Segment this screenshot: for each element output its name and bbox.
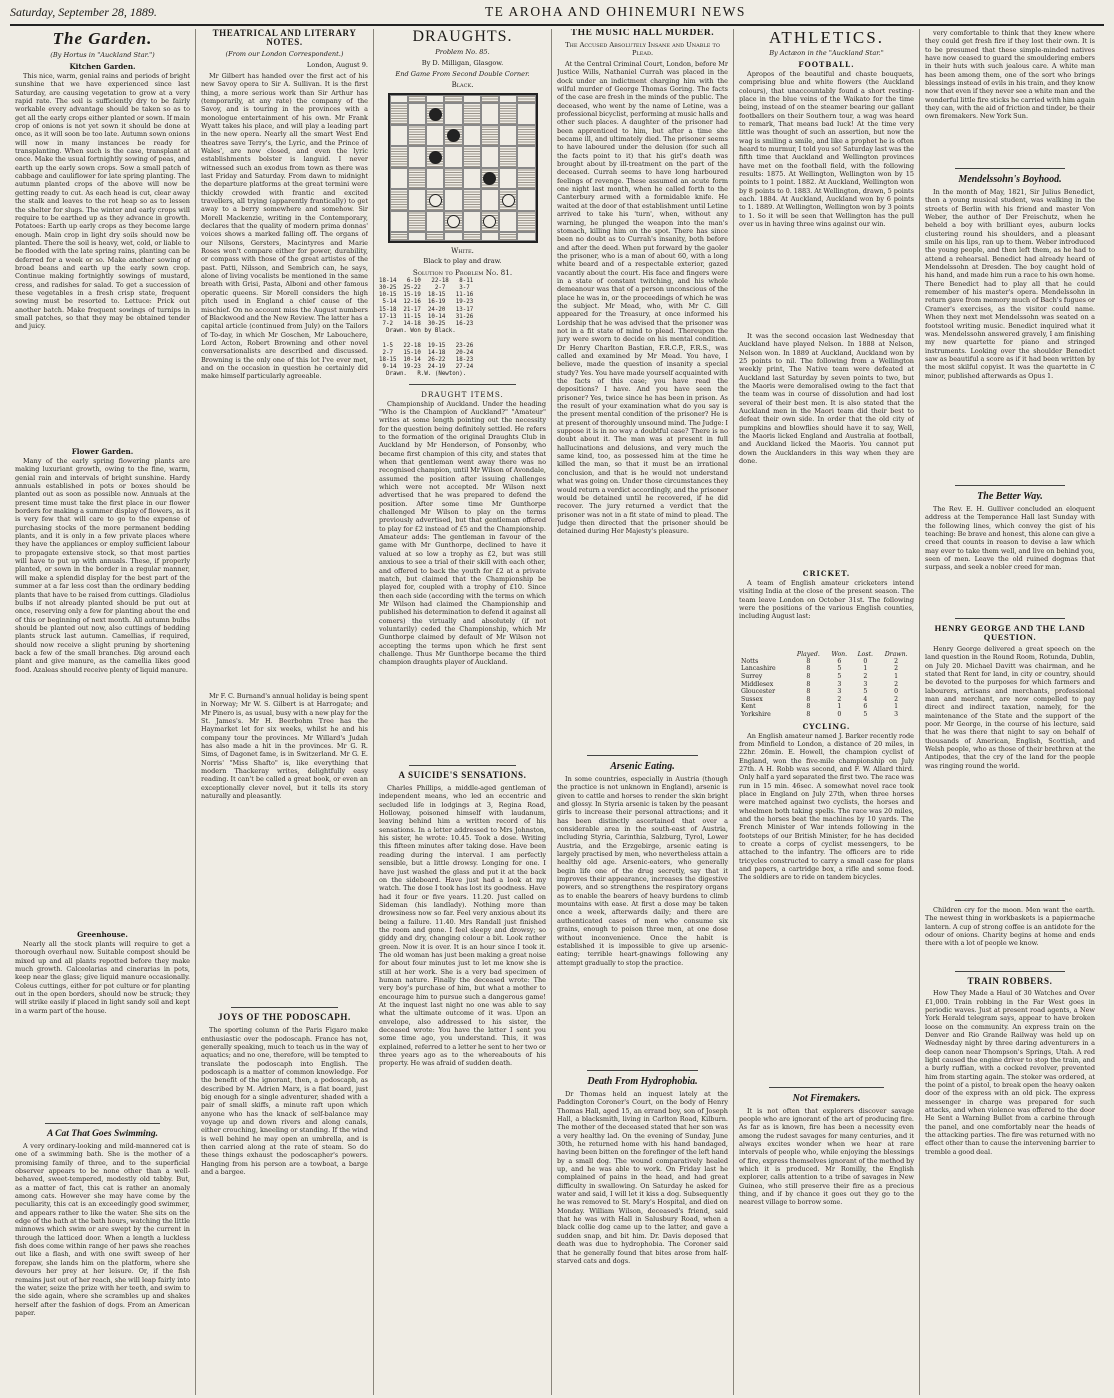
theatrical-dateline: London, August 9. — [306, 60, 368, 69]
music-hall-subhead: The Accused Absolutely Insane and Unable to Plead. — [565, 40, 720, 57]
flower-garden-text: Many of the early spring flowering plants are making luxuriant growth, owing to the fine, warm, genial rain and intervals of bright sunshine. Hardy annuals established in pots or boxes should be planted out as soon as possible now. Annuals at the present time must take the first place in our flower borders for making a summer display of flowers, as it is very few that will care to go to the expense of purchasing stocks of the more permanent bedding plants, and it is only in a few private places where they have the appliances or employ sufficient labour to propagate extensive stock, so that most parties will have to put up with annuals. These, if properly planted, or sown in the border in a regular manner, will make a splendid display for the best part of the summer at a far less cost than the ordinary bedding plants that have to be raised from cuttings. Gladiolus bulbs if not already planted should be put out at once, reserving only a few for planting about the end of this or beginning of next month. All autumn bulbs should be planted out now, also cuttings of bedding plants struck last autumn. Camellias, if required, should now receive a slight pruning by shortening back a few of the small branches. Dig around each plant and give manure, as the camellia likes good food. Azaleas should receive plenty of liquid manure. — [15, 457, 190, 674]
board-square — [426, 125, 444, 147]
football-text: Apropos of the beautiful and chaste bouquets, comprising blue and white flowers (the Auckland colours), that unaccountably found a short resting-place in the blue veins of the Waikato for the time being, instead of on the steamer bearing our gallant footballers on their Southern tour, a wag was heard to remark, That means bad luck! At the time very little was thought of such an assertion, but now the wag is smiling a smile, and like a prophet he is often heard to murmur, I told you so! Saturday last was the fifth time that Auckland and Wellington provinces have met on the football field, with the following results: 1875. At Wellington, Wellington won by 15 points to 1 point. 1882. At Auckland, Wellington won by 8 points to 0. 1883. At Wellington, drawn, 5 points each. 1884. At Auckland, Auckland won by 6 points to 1. 1889. At Wellington, Wellington won by 3 points to 1. So it will be seen that Wellington has the pull over us in having three wins against our win. — [739, 69, 914, 229]
newspaper-title: TE AROHA AND OHINEMURI NEWS — [484, 4, 746, 19]
henry-george-text: Henry George delivered a great speech on the land question in the Round Room, Rotunda, Dublin, on July 20. Michael Davitt was chairman, and he stated that Rent for land, in city or country, should be devoted to the purposes for which farmers and labourers, artisans and merchants, professional man and merchant, are now compelled to pay direct and indirect taxation, namely, for the maintenance of the State and the support of the poor. Mr George, in the course of his lecture, said that he was there that night to say on behalf of thousands of American, English, Scottish, and Welsh people, who as those of their brethren at the Antipodes, that the cry of the land for the people was ringing round the world. — [925, 644, 1095, 770]
cat-headline: A Cat That Goes Swimming. — [46, 1129, 159, 1139]
board-square — [444, 189, 462, 211]
board-square — [426, 168, 444, 190]
cricket-cell: Kent — [741, 703, 756, 711]
henry-george-headline: HENRY GEORGE AND THE LAND QUESTION. — [934, 623, 1086, 642]
board-square — [499, 103, 517, 125]
column-3 — [374, 29, 552, 1395]
board-square — [463, 146, 481, 168]
white-piece — [447, 215, 460, 228]
masthead — [10, 4, 1104, 26]
cricket-cell: 2 — [894, 657, 899, 665]
cricket-cell: 1 — [894, 703, 899, 711]
music-hall-headline: THE MUSIC HALL MURDER. — [570, 29, 715, 38]
cricket-cell: 6 — [837, 657, 842, 665]
board-square — [390, 168, 408, 190]
divider — [955, 485, 1065, 486]
cricket-cell: 3 — [863, 680, 868, 688]
cricket-cell: 8 — [806, 703, 811, 711]
cricket-text: A team of English amateur cricketers intend visiting India at the close of the present season. The team leave London on October 31st. The following were the positions of the various English counties, including August last: — [739, 578, 914, 621]
board-square — [499, 211, 517, 233]
cricket-cell: Yorkshire — [741, 711, 771, 718]
black-side-label: Black. — [451, 80, 474, 89]
cricket-cell: 3 — [837, 680, 842, 688]
board-square — [517, 146, 535, 168]
board-square — [499, 146, 517, 168]
cricket-table-row — [739, 681, 914, 689]
draughts-board — [388, 93, 538, 243]
board-square — [481, 232, 499, 241]
flower-garden-subhead: Flower Garden. — [71, 447, 134, 456]
board-square — [481, 95, 499, 104]
board-square — [481, 125, 499, 147]
draughts-problem-number: Problem No. 85. — [435, 47, 490, 56]
cricket-cell: 3 — [894, 711, 899, 718]
divider — [769, 1087, 884, 1088]
board-square — [408, 211, 426, 233]
cricket-cell: 8 — [806, 695, 811, 703]
divider — [587, 755, 698, 756]
board-square — [444, 232, 462, 241]
cricket-subhead: CRICKET. — [802, 568, 851, 578]
board-square — [517, 103, 535, 125]
cricket-column-header: Drawn. — [884, 650, 908, 658]
cricket-cell: Surrey — [741, 673, 763, 681]
mendelssohn-headline: Mendelssohn's Boyhood. — [958, 174, 1062, 185]
board-square — [463, 232, 481, 241]
board-square — [444, 95, 462, 104]
board-square — [444, 168, 462, 190]
cricket-table-row — [739, 658, 914, 666]
cricket-cell: 4 — [863, 695, 868, 703]
cricket-cell: Lancashire — [741, 665, 776, 673]
theatrical-text-2: Mr F. C. Burnand's annual holiday is being spent in Norway; Mr W. S. Gilbert is at Harrogate; and Mr Pinero is, as usual, busy with a new play for the St. James's. Mr H. Beerbohm Tree has the Haymarket let for six weeks, whilst he and his company tour the provinces. Mr Willard's Judah has also made a hit in the provinces. Mr G. R. Sims, of Dagonet fame, is in Switzerland. Mr G. E. Norris' "Miss Shafto" is, like everything that modern Thackeray writes, delightfully easy reading. It can't be called a great book, or even an exceptionally clever novel, but it tells its story naturally and pleasantly. — [201, 691, 368, 800]
board-square — [463, 103, 481, 125]
board-square — [408, 103, 426, 125]
white-piece — [483, 215, 496, 228]
draughts-author: By D. Milligan, Glasgow. — [421, 58, 504, 67]
cricket-cell: Sussex — [741, 695, 763, 703]
column-5 — [734, 29, 920, 1395]
board-square — [390, 189, 408, 211]
board-square — [463, 95, 481, 104]
cricket-cell: Middlesex — [741, 680, 774, 688]
divider — [955, 900, 1065, 901]
cricket-cell: 8 — [806, 688, 811, 696]
board-square — [481, 168, 499, 190]
board-square — [444, 211, 462, 233]
cricket-table-row — [739, 688, 914, 696]
board-square — [390, 125, 408, 147]
cricket-cell: 1 — [863, 665, 868, 673]
black-piece — [429, 108, 442, 121]
board-square — [517, 95, 535, 104]
podoscaph-headline: JOYS OF THE PODOSCAPH. — [218, 1011, 351, 1022]
cricket-cell: 3 — [837, 688, 842, 696]
board-square — [408, 189, 426, 211]
board-square — [463, 125, 481, 147]
theatrical-headline: THEATRICAL AND LITERARY NOTES. — [212, 29, 357, 48]
board-square — [481, 211, 499, 233]
train-robbers-headline: TRAIN ROBBERS. — [967, 975, 1053, 986]
board-square — [517, 189, 535, 211]
cricket-cell: 5 — [863, 711, 868, 718]
cricket-column-header — [739, 651, 790, 658]
column-4 — [552, 29, 734, 1395]
better-way-headline: The Better Way. — [977, 491, 1043, 502]
divider — [955, 971, 1065, 972]
cricket-cell: 2 — [894, 695, 899, 703]
board-square — [444, 146, 462, 168]
cricket-cell: 8 — [806, 665, 811, 673]
cricket-cell: 8 — [806, 657, 811, 665]
cricket-cell: 1 — [894, 673, 899, 681]
greenhouse-text: Nearly all the stock plants will require to get a thorough overhaul now. Suitable compost should be mixed up and all plants repotted before they make much growth. Calceolarias and cinerarias in pots, keep near the glass; give liquid manure occasionally. Coleus cuttings, either for pot culture or for planting out in the open borders, should now be struck; they will strike easily if placed in light sandy soil and kept in a warm part of the house. — [15, 940, 190, 1015]
cricket-cell: 2 — [837, 695, 842, 703]
hydrophobia-headline: Death From Hydrophobia. — [587, 1075, 698, 1087]
cricket-cell: 5 — [837, 673, 842, 681]
hydrophobia-text: Dr Thomas held an inquest lately at the Paddington Coroner's Court, on the body of Henry Thomas Hall, aged 15, an errand boy, son of Joseph Hall, a blacksmith, living in Carlton Road, Kilburn. The mother of the deceased stated that her son was a very healthy lad. On the evening of Sunday, June 30th, he returned home with his hand bandaged, having been bitten on the forefinger of the left hand by a small dog. The wound comparatively healed up, and he was able to work. On Friday last he complained of pains in the head, and had great difficulty in swallowing. On Saturday he asked for water and said, I will let it kiss a dog. Subsequently he was removed to St. Mary's Hospital, and died on Monday. William Wilson, deceased's friend, said that he was with Hall in Salusbury Road, when a black collie dog came up to the latter, and gave a sudden snap, and bit him. Dr. Davis deposed that death was due to hydrophobia. The Coroner said that he generally found that bites arose from half-starved cats and dogs. — [557, 1089, 728, 1265]
white-piece — [429, 194, 442, 207]
athletics-byline: By Actæon in the "Auckland Star." — [769, 48, 884, 57]
cricket-table — [739, 651, 914, 719]
cricket-cell: 2 — [894, 680, 899, 688]
board-square — [390, 95, 408, 104]
suicide-headline: A SUICIDE'S SENSATIONS. — [398, 769, 527, 780]
cricket-cell: 5 — [837, 665, 842, 673]
greenhouse-subhead: Greenhouse. — [77, 930, 128, 939]
board-square — [426, 146, 444, 168]
black-piece — [429, 151, 442, 164]
divider — [409, 384, 516, 385]
cricket-cell: 1 — [837, 703, 842, 711]
cricket-cell: 6 — [863, 703, 868, 711]
board-square — [408, 125, 426, 147]
board-square — [517, 125, 535, 147]
draughts-headline: DRAUGHTS. — [412, 29, 513, 45]
cricket-table-row — [739, 711, 914, 719]
board-square — [444, 103, 462, 125]
board-square — [463, 211, 481, 233]
board-square — [481, 189, 499, 211]
board-square — [390, 146, 408, 168]
podoscaph-text: The sporting column of the Paris Figaro make enthusiastic over the podoscaph. France has not, generally speaking, much to teach us in the way of aquatics; and no one, therefore, will be tempted to translate the podoscaph into English. The podoscaph is a matter of common knowledge. For the benefit of the ignorant, then, a podoscaph, as described by M. Adrien Marx, is a flat board, just big enough for a single adventurer, shaded with a pair of small skiffs, a minute raft upon which anyone who has the knack of self-balance may voyage up and down rivers and along canals, either crouching, kneeling or standing. If the wind is well behind he may open an umbrella, and is then carried along at the rate of steam. So do these things exhaust the podoscapher's powers. Hanging from his person are a towboat, a barge and a bargee. — [201, 1026, 368, 1177]
board-square — [499, 232, 517, 241]
board-square — [481, 103, 499, 125]
issue-date: Saturday, September 28, 1889. — [10, 5, 157, 19]
board-square — [426, 211, 444, 233]
garden-headline: The Garden. — [52, 29, 153, 48]
kitchen-garden-text: This nice, warm, genial rains and periods of bright sunshine that we have experienced since last Saturday, are causing vegetation to grow at a very rapid rate. The soil is sufficiently dry to be fairly workable every advantage should be taken so as to get all the early crops either planted or sown. If main crop of onions is not yet sown it should be done at once, as it will soon be too late. Autumn sown onions will now in many instances be ready for transplanting. When such is the case, transplant at once. Make the usual fortnightly sowing of peas, and earth up the early sown crops. Sow a small patch of cabbage and cauliflower for late spring planting. The autumn planted crops of the above will now be getting ready to cut. As each head is cut, clear away the stalk and leaves to the rot heap so as to lessen the shelter for slugs. The winter and early crops will require to be earthed up as they advance in growth. Potatoes: Earth up early crops as they become large enough. Main crop in light dry soils should now be planted. There the soil is heavy, wet, cold, or liable to be flooded with the late spring rains, planting can be deferred for a week or so. Make another sowing of broad beans and earth up the early sown crop. Continue making fortnightly sowings of mustard, cress, and radishes for salad. To get a succession of these vegetables in a fresh crisp state, frequent sowing must be resorted to. Lettuce: Prick out another batch. Make frequent sowings of turnips in small patches, so that they may be obtained tender and juicy. — [15, 72, 190, 331]
cricket-table-row — [739, 665, 914, 673]
cricket-cell: 0 — [894, 688, 899, 696]
board-square — [426, 232, 444, 241]
white-side-label: White. — [451, 246, 474, 255]
white-piece — [502, 194, 515, 207]
cricket-cell: 5 — [863, 688, 868, 696]
cycling-text: An English amateur named J. Barker recently rode from Minfield to London, a distance of 20 miles, in 22hr. 26min. E. Howell, the champion cyclist of England, won the five-mile championship on July 27th. A H. Robb was second, and F. W. Allard third. Only half a yard separated the first two. The race was run in 15 min. 46sec. A somewhat novel race took place in England on July 27th, when three horses were matched against two cyclists, the horses and wheelmen both taking spells. The race was 20 miles, and the horses beat the machines by 10 yards. The French Minister of War intends following in the footsteps of our British Minister, for he has decided to create a corps of cyclist messengers, to be attached to the infantry. The officers are to ride tricycles constructed to carry a small case for plans and papers, a cartridge box, a rifle and some food. The soldiers are to ride on tandem bicycles. — [739, 731, 914, 882]
cricket-cell: 0 — [863, 657, 868, 665]
board-square — [463, 189, 481, 211]
cricket-table-row — [739, 703, 914, 711]
black-piece — [483, 172, 496, 185]
cricket-cell: 8 — [806, 673, 811, 681]
solution-title: Solution to Problem No. 81. — [412, 267, 513, 277]
column-6 — [920, 29, 1100, 1395]
paragraphs-text: Children cry for the moon. Men want the earth. The newest thing in workbaskets is a papiermache lantern. A cup of strong coffee is an antidote for the odour of onions. Charity begins at home and ends there with a lot of people we know. — [925, 905, 1095, 948]
cricket-cell: Notts — [741, 657, 759, 665]
column-grid — [10, 29, 1104, 1395]
board-square — [499, 95, 517, 104]
board-square — [408, 146, 426, 168]
arsenic-text: In some countries, especially in Austria (though the practice is not unknown in England), arsenic is given to cattle and horses to render the skin bright and glossy. In Styria arsenic is taken by the peasant girls to increase their personal attractions; and it has been distinctly ascertained that over a considerable area in the south-east of Austria, including Styria, Carinthia, Salzburg, Tyrol, Lower Austria, and the Erzgebirge, arsenic eating is largely practised by men, who nevertheless attain a healthy old age. Arsenic-eaters, who generally begin life one of the drug secretly, say that it improves their appearance, increases the digestive powers, and so strengthens the respiratory organs as to enable the bearers of heavy burdens to climb mountains with ease. At first a dose may be taken once a week, afterwards daily; and there are authenticated cases of men who consume six grains, enough to poison three men, at one dose without inconvenience. Once the habit is established it is impossible to give up arsenic-eating; terrible heart-gnawings following any attempt gradually to stop the practice. — [557, 774, 728, 967]
football-text-2: It was the second occasion last Wednesday that Auckland have played Nelson. In 1888 at Nelson, Nelson won. In 1889 at Auckland, Auckland won by 25 points to nil. The following from a Wellington weekly print, The Native team were defeated at Auckland last Saturday by seven points to two, but the Maoris were demoralised owing to the fact that the team was in course of dissolution and had lost several of their best men. It is also stated that the Auckland men in the Maori team did their best to defeat their own side. In order that the old city of pumpkins and blowflies should have it to say, Well, the Maoris licked England and Australia at football, and Auckland licked the Maoris. You cannot put down the Aucklanders in this way when they are done. — [739, 331, 914, 465]
cricket-column-header: Lost. — [857, 650, 874, 658]
board-square — [499, 125, 517, 147]
cricket-cell: Gloucester — [741, 688, 776, 696]
board-square — [408, 168, 426, 190]
board-square — [426, 103, 444, 125]
board-square — [390, 103, 408, 125]
cricket-cell: 2 — [894, 665, 899, 673]
divider — [955, 168, 1065, 169]
draughts-problem-subtitle: End Game From Second Double Corner. — [395, 69, 530, 78]
firemakers-headline: Not Firemakers. — [792, 1092, 861, 1104]
column-2 — [196, 29, 374, 1395]
board-square — [481, 146, 499, 168]
music-hall-text: At the Central Criminal Court, London, before Mr Justice Wills, Nathaniel Currah was placed in the dock under an indictment charging him with the wilful murder of George Thomas Goring. The facts of the case are fresh in the minds of the public. The deceased, who went by the name of Letine, was a professional bicyclist, performing at music halls and other such places. A daughter of the prisoner had been apprenticed to him, but after a time she became ill, and ultimately died. The prisoner seems to have laboured under the delusion (for such all the facts point to it) that his girl's death was brought about by ill-treatment on the part of the deceased. Currah seems to have long harboured feelings of revenge. These assumed an acute form one night last month, when he called forth to the Canterbury armed with a formidable knife. He waited at the door of that establishment until Letine arrived to take his 'turn', when, without any warning, he plunged the weapon into the man's stomach, killing him on the spot. There has since been no doubt as to Currah's insanity, both before and after the deed. When put forward by the gaoler the prisoner, who is a man of about 60, with a long white beard and of a respectable exterior, gazed vacantly about the court. His face and fingers were in a state of constant twitching, and his whole demeanour was that of a person unconscious of the place he was in, or the proceedings of which he was the subject. Mr Mead, who, with Mr C. Gill appeared for the Treasury, at once informed his Lordship that he was advised that the prisoner was not in a fit state of mind to plead. Thereupon the jury were sworn to decide on his mental condition. Dr Henry Charlton Bastian, F.R.C.P., F.R.S., was called and examined by Mr Mead. You have, I believe, made the question of insanity a special study? Yes. You have made yourself acquainted with the facts of this case; you have read the depositions? I have. And you have seen the prisoner? Yes, twice since he has been in prison. As the result of your examination what do you say is the present mental condition of the prisoner? He is at present of thoroughly unsound mind. The Judge: I suppose it is in no way a doubtful case? There is no doubt about it. The man was at present in full hallucinations and delusions, and very much the same kind, too, as possessed him at the time he killed the man, so that it must be an irrational conclusion, and that is he would not understand what was going on. Under those circumstances they would return a verdict accordingly, and the prisoner would be detained until he recovered, if he did recover. The jury returned a verdict that the prisoner was not in a fit state of mind to plead. The Judge then directed that the prisoner should be detained during Her Majesty's pleasure. — [557, 59, 728, 536]
board-square — [517, 211, 535, 233]
board-square — [390, 232, 408, 241]
divider — [45, 1123, 160, 1124]
mendelssohn-text: In the month of May, 1821, Sir Julius Benedict, then a young musical student, was walking in the streets of Berlin with his friend and master Von Weber, the author of Der Freischutz, when he beheld a boy with brilliant eyes, auburn locks clustering round his shoulders, and a pleasant smile on his lips, ran up to them. Weber introduced the young people, and then left them, as he had to attend a rehearsal. Benedict had already heard of Mendelssohn at Dresden. The boy caught hold of his hand, and made him run a race to his own home. There Benedict had to play all that he could remember of his master's opera. Mendelssohn in return gave from memory much of Bach's fugues or Cramer's exercises, as the visitor could name. When they next met Mendelssohn was seated on a footstool writing music. Benedict inquired what it was. Mendelssohn answered gravely, I am finishing my new quartette for piano and stringed instruments. Looking over the shoulder Benedict saw as beautiful a score as if it had been written by the most skilful copyist. It was the quartette in C minor, published afterwards as Opus 1. — [925, 188, 1095, 380]
cricket-cell: 8 — [806, 680, 811, 688]
theatrical-byline: (From our London Correspondent.) — [225, 49, 344, 58]
divider — [587, 1070, 698, 1071]
cricket-column-header: Played. — [796, 650, 820, 658]
firemakers-text: It is not often that explorers discover savage people who are ignorant of the art of producing fire. As far as is known, fire has been a necessity even among the rudest savages for many centuries, and it always excites wonder when we hear at rare intervals of people who, while enjoying the blessings of fire, express themselves ignorant of the method by which it is produced. Mr Romilly, the English explorer, calls attention to a tribe of savages in New Guinea, who still preserve their fire as a precious thing, and if by chance it goes out they go to the nearest village to borrow some. — [739, 1106, 914, 1207]
theatrical-text: Mr Gilbert has handed over the first act of his new Savoy opera to Sir A. Sullivan. It is the first thing, a more serious work than Sir Arthur has (temporarily, at any rate) the company of the Savoy, and is touring in the provinces with a monologue entertainment of his own. Mr Frank Wyatt takes his place, and will play a leading part in the new opera. Nearly all the smart West End theatres save Terry's, the Lyric, and the Prince of Wales', are now closed, and even the lyric establishments bolster is languid. I never witnessed such an exodus from town as there was last Friday and Saturday. From dawn to midnight the departure platforms at the great termini were thickly crowded with frantic and excited travellers, all trying (apparently frantically) to get away to a berry somewhere and somehow. Sir Morell Mackenzie, writing in the Contemporary, declares that the quality of modern prima donnas' voices shows a marked falling off. The organs of our Nilsons, Gersters, Macintyres and Marie Roses won't compare either for power, durability, or compass with those of the great artistes of the past. Patti, Nilsson, and Sembrich can, he says, alone of living vocalists be mentioned in the same breath with Grisi, Pasta, Alboni and other famous operatic queens. Sir Morell considers the high pitch used in England a chief cause of the mischief. On no account miss the August numbers of Blackwood and the New Review. The latter has a capital article (continued from July) on the Tailors of To-day, in which Mr Goschen, Mr Labouchere, Lord Acton, Robert Browning and other novel conversationalists are described and discussed. Browning is the only one of this lot I've ever met, and on the occasion in question he certainly did make himself particularly agreeable. — [201, 71, 368, 381]
train-robbers-text: How They Made a Haul of 30 Watches and Over £1,000. Train robbing in the Far West goes in periodic waves. Just at present road agents, a New York Herald telegram says, appear to have broken loose on the community. An express train on the Denver and Rio Grande Railway was held up on Wednesday night by three daring adventurers in a deep canon near Thompson's Springs, Utah. A red light caused the engine driver to stop the train, and a burly ruffian, with a cocked revolver, prevented him from starting again. The stoker was ordered, at the point of a pistol, to break open the heavy oaken door of the express with an old pick. The express messenger in charge was prepared for such attacks, and when violence was offered to the door He Sent a Warning Bullet from a carbine through the panel, and one comfortably near the heads of the attacking parties. The fire was returned with no effect other than to cause the intervening barrier to tremble a good deal. — [925, 989, 1095, 1156]
divider — [231, 1007, 338, 1008]
board-square — [408, 232, 426, 241]
board-square — [517, 232, 535, 241]
draught-items-text: Championship of Auckland. Under the heading "Who is the Champion of Auckland?" "Amateur" writes at some length pointing out the necessity for the question being definitely settled. He refers to the formation of the original Draughts Club in Auckland by Mr Henderson, of Ponsonby, who became first champion of this city, and states that when that gentleman went away there was no recognised champion, until Mr Wilson of Avondale, assumed the position after issuing challenges which were not accepted. Mr Wilson next advertised that he was prepared to defend the position. After some time Mr Gunthorpe challenged Mr Wilson to play on the terms previously advertised, but that gentleman offered to play for £2 instead of £5 and the Championship. Amateur adds: The gentleman in favour of the game with Mr Gunthorpe, declined to have it valued at so low a trophy as £2, but was still anxious to see a trial of their skill with each other, and offered to back the youth for £2 at a private match, but claimed that the Championship be played for, coupled with a trophy of £10. Since then each side (according with the terms on which Mr Wilson had claimed the Championship and published his determination to defend it against all comers) the virtually and absolutely (if not voluntarily) ceded the Championship, which Mr Gunthorpe claimed by default of Mr Wilson not accepting the terms upon which he first sent challenge. Thus Mr Gunthorpe became the third champion draughts player of Auckland. — [379, 399, 546, 667]
board-square — [463, 168, 481, 190]
arsenic-headline: Arsenic Eating. — [610, 760, 675, 772]
column-1 — [10, 29, 196, 1395]
cricket-cell: 8 — [806, 711, 811, 718]
cricket-column-header: Won. — [831, 650, 848, 658]
black-piece — [447, 129, 460, 142]
divider — [955, 618, 1065, 619]
cricket-table-row — [739, 673, 914, 681]
board-square — [426, 189, 444, 211]
cricket-cell: 0 — [837, 711, 842, 718]
cricket-table-row — [739, 696, 914, 704]
board-square — [444, 125, 462, 147]
board-square — [499, 168, 517, 190]
firemakers-continued-text: very comfortable to think that they knew where they could get fresh fire if they lost their own. It is to be presumed that these simple-minded natives have now ceased to guard the smouldering embers in their huts with such jealous care. A white man has been among them, one of the sort who brings blessings instead of evils in his train, and they know now that even if they never see a white man and the wonderful little fire sticks he carried with him again they can, with the aid of friction and tinder, be their own firemakers. New York Sun. — [925, 29, 1095, 121]
draught-items-subhead: DRAUGHT ITEMS. — [421, 389, 504, 399]
cricket-cell: 2 — [863, 673, 868, 681]
garden-byline: (By Hortus in "Auckland Star.") — [50, 51, 155, 59]
kitchen-garden-subhead: Kitchen Garden. — [69, 62, 136, 71]
suicide-text: Charles Phillips, a middle-aged gentleman of independent means, who led an eccentric and secluded life in lodgings at 3, Regina Road, Holloway, poisoned himself with laudanum, leaving behind him a written record of his sensations. In a letter addressed to Mrs Johnston, his sister, he wrote: 10.45. Took a dose. Writing this fifteen minutes after taking dose. Have been reading during the interval. I am perfectly sensible, but a little drowsy. Longing for one. I have just washed the glass and put it at the back on the sideboard. Have just had a look at my watch. The dose I took has lost its goodness. Have had it four or five years. 11.20. Just called on Sideman (his landlady). Nothing more than drowsiness now so far. Feel very anxious about its being a failure. 11.40. Mrs Randall just finished the room and gone. I feel sleepy and drowsy; so giddy and dry, changing colour a bit. Look rather green. Now it is over. It is an hour since I took it. The old woman has just been making a great noise for about four minutes just to let me know she is still at her work. She is a very bad specimen of human nature. Finally the deceased wrote: The very boy's purchase of him, but what a mother to encourage him to pursue such a dangerous game! At the inquest last night no one was able to say what the ultimate outcome of it was. Upon an envelope, also addressed to his sister, the deceased wrote: You have the latter I sent you some time ago, you understand. This, it was explained, referred to a letter he sent to her two or three years ago as to the whereabouts of his property. He was afraid of sudden death. — [379, 784, 546, 1068]
board-square — [426, 95, 444, 104]
cat-text: A very ordinary-looking and mild-mannered cat is one of a swimming bath. She is the mother of a promising family of three, and to the superficial observer appears to be none other than a well-behaved, sweet-tempered, modestly old tabby. But, as a matter of fact, this cat is rather an anomaly among cats. However she may have come by the peculiarity, this cat is an exceedingly good swimmer, and appears rather to like the water. She sits on the edge of the bath at the bath hours, watching the little minnows which swim or are swept by the current in through the latticed door. When a length a luckless fish does come within range of her paws she reaches out like a flash, and with one swift sweep of her forepaw, she lands him on the platform, where she devours her prey at her leisure. Or, if the fish remains just out of her reach, she will leap fairly into the water, seize the prize with her teeth, and swim to the side again, where she scrambles up and shakes herself after the fashion of dogs. From an American paper. — [15, 1142, 190, 1317]
board-square — [517, 168, 535, 190]
divider — [409, 765, 516, 766]
solution-moves: 18-14 6-10 22-18 8-11 30-25 25-22 2-7 3-7 10-15 15-19 18-15 11-16 5-14 12-16 16-19 19-23 15-18 21-17 24-20 13-17 17-13 11-15 10-14 31-26 7-2 14-18 30-25 16-23 Drawn. Won by Black. 1-5 22-18 19-15 23-26 2-7 15-10 14-18 20-24 18-15 10-14 26-22 18-23 9-14 19-23 24-19 27-24 Drawn. R.W. (Newton). — [379, 277, 474, 378]
cycling-subhead: CYCLING. — [802, 721, 851, 731]
board-square — [499, 189, 517, 211]
board-square — [390, 211, 408, 233]
football-subhead: FOOTBALL. — [798, 59, 855, 69]
board-square — [408, 95, 426, 104]
athletics-headline: ATHLETICS. — [769, 29, 884, 47]
board-caption: Black to play and draw. — [423, 256, 502, 265]
better-way-text: The Rev. E. H. Gulliver concluded an eloquent address at the Temperance Hall last Sunday with the following lines, which convey the gist of his teaching: Be brave and honest, this alone can give a creed that counts in reason to devise a law which may ever to take them well, and live on behind you, seen of men. Leave the old ruined dogmas that surpass, and seek a nobler creed for man. — [925, 505, 1095, 572]
